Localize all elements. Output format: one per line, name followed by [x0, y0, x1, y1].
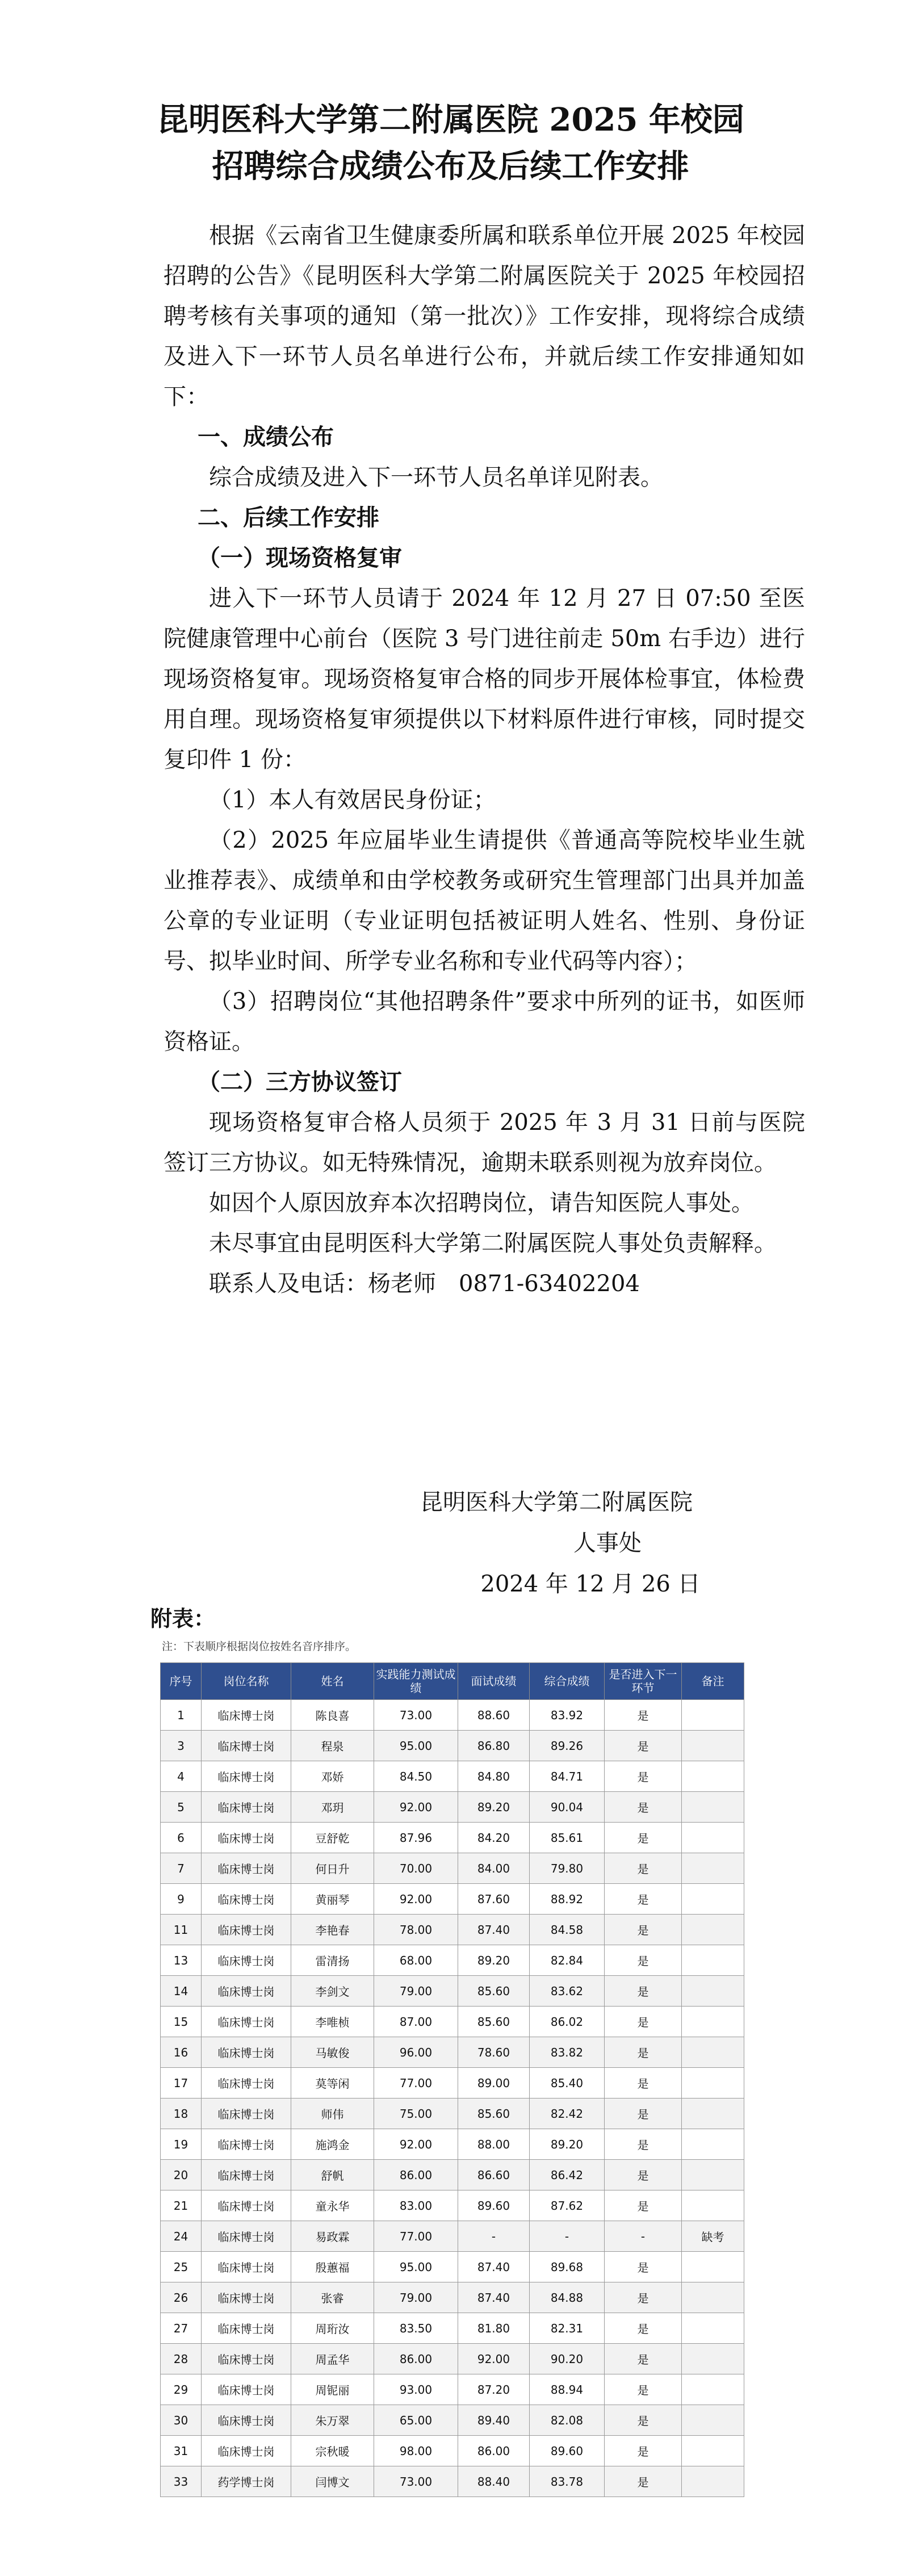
- cell-seq: 31: [161, 2436, 202, 2466]
- cell-practice-score: 65.00: [374, 2405, 458, 2436]
- cell-interview-score: 89.40: [458, 2405, 530, 2436]
- cell-practice-score: 68.00: [374, 1945, 458, 1976]
- cell-post: 临床博士岗: [202, 2436, 291, 2466]
- cell-advance: 是: [605, 1731, 682, 1761]
- cell-advance: 是: [605, 1915, 682, 1945]
- cell-remark: [682, 1823, 744, 1853]
- cell-advance: 是: [605, 1945, 682, 1976]
- cell-remark: [682, 1976, 744, 2007]
- cell-post: 临床博士岗: [202, 1792, 291, 1823]
- cell-seq: 26: [161, 2282, 202, 2313]
- cell-post: 临床博士岗: [202, 1823, 291, 1853]
- table-row: [161, 1731, 744, 1761]
- cell-remark: [682, 2007, 744, 2037]
- cell-remark: [682, 1700, 744, 1731]
- cell-advance: 是: [605, 2405, 682, 2436]
- cell-name: 舒帆: [291, 2160, 374, 2190]
- col-practice-header: 实践能力测试成绩: [374, 1663, 458, 1700]
- cell-post: 药学博士岗: [202, 2466, 291, 2497]
- cell-seq: 24: [161, 2221, 202, 2252]
- cell-practice-score: 75.00: [374, 2099, 458, 2129]
- cell-total-score: 88.92: [530, 1884, 605, 1915]
- cell-total-score: 82.42: [530, 2099, 605, 2129]
- cell-remark: [682, 2436, 744, 2466]
- cell-advance: 是: [605, 2344, 682, 2374]
- cell-advance: 是: [605, 2252, 682, 2282]
- cell-remark: [682, 2190, 744, 2221]
- cell-advance: 是: [605, 2037, 682, 2068]
- cell-name: 周孟华: [291, 2344, 374, 2374]
- table-row: [161, 2190, 744, 2221]
- cell-total-score: 83.92: [530, 1700, 605, 1731]
- cell-post: 临床博士岗: [202, 2344, 291, 2374]
- cell-advance: 是: [605, 2190, 682, 2221]
- cell-total-score: 79.80: [530, 1853, 605, 1884]
- col-remark-header: 备注: [682, 1663, 744, 1700]
- cell-seq: 30: [161, 2405, 202, 2436]
- cell-interview-score: -: [458, 2221, 530, 2252]
- cell-total-score: 85.40: [530, 2068, 605, 2099]
- table-row: [161, 2252, 744, 2282]
- cell-total-score: 87.62: [530, 2190, 605, 2221]
- col-advance-header: 是否进入下一环节: [605, 1663, 682, 1700]
- cell-total-score: 89.20: [530, 2129, 605, 2160]
- cell-total-score: 88.94: [530, 2374, 605, 2405]
- table-row: [161, 1823, 744, 1853]
- cell-total-score: 89.60: [530, 2436, 605, 2466]
- cell-remark: [682, 1884, 744, 1915]
- cell-remark: [682, 2252, 744, 2282]
- cell-advance: 是: [605, 1700, 682, 1731]
- cell-advance: 是: [605, 1792, 682, 1823]
- section-1-heading: 一、成绩公布: [198, 424, 334, 450]
- cell-name: 闫博文: [291, 2466, 374, 2497]
- cell-name: 施鸿金: [291, 2129, 374, 2160]
- table-row: [161, 2099, 744, 2129]
- cell-name: 邓娇: [291, 1761, 374, 1792]
- cell-name: 朱万翠: [291, 2405, 374, 2436]
- cell-total-score: 83.78: [530, 2466, 605, 2497]
- cell-name: 周珩汝: [291, 2313, 374, 2344]
- cell-interview-score: 92.00: [458, 2344, 530, 2374]
- cell-practice-score: 77.00: [374, 2221, 458, 2252]
- cell-remark: [682, 2129, 744, 2160]
- cell-seq: 14: [161, 1976, 202, 2007]
- cell-practice-score: 83.00: [374, 2190, 458, 2221]
- cell-interview-score: 86.80: [458, 1731, 530, 1761]
- cell-seq: 7: [161, 1853, 202, 1884]
- cell-advance: 是: [605, 1976, 682, 2007]
- cell-practice-score: 70.00: [374, 1853, 458, 1884]
- col-name-header: 姓名: [291, 1663, 374, 1700]
- cell-name: 何日升: [291, 1853, 374, 1884]
- table-row: [161, 2037, 744, 2068]
- section-1-text: 综合成绩及进入下一环节人员名单详见附表。: [209, 464, 663, 491]
- cell-name: 李艳春: [291, 1915, 374, 1945]
- cell-advance: 是: [605, 2129, 682, 2160]
- table-row: [161, 1945, 744, 1976]
- cell-practice-score: 92.00: [374, 2129, 458, 2160]
- cell-advance: 是: [605, 2313, 682, 2344]
- cell-name: 雷清扬: [291, 1945, 374, 1976]
- cell-practice-score: 73.00: [374, 1700, 458, 1731]
- cell-seq: 28: [161, 2344, 202, 2374]
- annex-note: 注：下表顺序根据岗位按姓名音序排序。: [162, 1640, 357, 1653]
- explain-paragraph: 未尽事宜由昆明医科大学第二附属医院人事处负责解释。: [209, 1230, 777, 1256]
- cell-practice-score: 79.00: [374, 1976, 458, 2007]
- cell-name: 师伟: [291, 2099, 374, 2129]
- cell-advance: 是: [605, 1853, 682, 1884]
- cell-advance: -: [605, 2221, 682, 2252]
- contact-line: 联系人及电话：杨老师 0871-63402204: [209, 1271, 640, 1297]
- table-row: [161, 2374, 744, 2405]
- cell-total-score: 85.61: [530, 1823, 605, 1853]
- notice-body: [164, 216, 805, 1304]
- cell-name: 李唯桢: [291, 2007, 374, 2037]
- cell-total-score: 86.02: [530, 2007, 605, 2037]
- cell-total-score: 89.26: [530, 1731, 605, 1761]
- cell-post: 临床博士岗: [202, 2252, 291, 2282]
- cell-post: 临床博士岗: [202, 2374, 291, 2405]
- cell-name: 童永华: [291, 2190, 374, 2221]
- cell-seq: 18: [161, 2099, 202, 2129]
- cell-total-score: 84.58: [530, 1915, 605, 1945]
- cell-post: 临床博士岗: [202, 1700, 291, 1731]
- cell-advance: 是: [605, 1823, 682, 1853]
- cell-interview-score: 87.60: [458, 1884, 530, 1915]
- cell-interview-score: 87.40: [458, 2252, 530, 2282]
- cell-post: 临床博士岗: [202, 1976, 291, 2007]
- cell-advance: 是: [605, 2007, 682, 2037]
- cell-post: 临床博士岗: [202, 2037, 291, 2068]
- subsection-2-text: 现场资格复审合格人员须于 2025 年 3 月 31 日前与医院签订三方协议。如无特殊情况，逾期未联系则视为放弃岗位。: [164, 1109, 805, 1176]
- cell-practice-score: 87.00: [374, 2007, 458, 2037]
- cell-post: 临床博士岗: [202, 2221, 291, 2252]
- cell-practice-score: 95.00: [374, 1731, 458, 1761]
- cell-interview-score: 88.60: [458, 1700, 530, 1731]
- cell-post: 临床博士岗: [202, 2099, 291, 2129]
- cell-interview-score: 89.60: [458, 2190, 530, 2221]
- cell-total-score: 86.42: [530, 2160, 605, 2190]
- cell-seq: 4: [161, 1761, 202, 1792]
- cell-advance: 是: [605, 2436, 682, 2466]
- table-row: [161, 2160, 744, 2190]
- cell-remark: [682, 1915, 744, 1945]
- material-item-2: （2）2025 年应届毕业生请提供《普通高等院校毕业生就业推荐表》、成绩单和由学校教务或研究生管理部门出具并加盖公章的专业证明（专业证明包括被证明人姓名、性别、身份证号、拟毕业时间、所学专业名称和专业代码等内容）；: [164, 827, 805, 974]
- cell-remark: [682, 2344, 744, 2374]
- cell-interview-score: 85.60: [458, 1976, 530, 2007]
- cell-interview-score: 86.00: [458, 2436, 530, 2466]
- cell-post: 临床博士岗: [202, 1884, 291, 1915]
- quit-paragraph: 如因个人原因放弃本次招聘岗位，请告知医院人事处。: [209, 1190, 754, 1216]
- table-row: [161, 2466, 744, 2497]
- cell-seq: 27: [161, 2313, 202, 2344]
- col-total-header: 综合成绩: [530, 1663, 605, 1700]
- cell-seq: 1: [161, 1700, 202, 1731]
- cell-name: 黄丽琴: [291, 1884, 374, 1915]
- material-item-1: （1）本人有效居民身份证；: [209, 787, 496, 813]
- cell-practice-score: 78.00: [374, 1915, 458, 1945]
- cell-interview-score: 84.20: [458, 1823, 530, 1853]
- table-row: [161, 2129, 744, 2160]
- signature-block: [397, 1482, 738, 1605]
- signature-date: 2024 年 12 月 26 日: [480, 1571, 701, 1597]
- cell-remark: [682, 1761, 744, 1792]
- cell-remark: [682, 1731, 744, 1761]
- cell-seq: 17: [161, 2068, 202, 2099]
- cell-interview-score: 89.00: [458, 2068, 530, 2099]
- cell-remark: [682, 2099, 744, 2129]
- cell-seq: 6: [161, 1823, 202, 1853]
- cell-practice-score: 98.00: [374, 2436, 458, 2466]
- cell-practice-score: 93.00: [374, 2374, 458, 2405]
- cell-practice-score: 86.00: [374, 2344, 458, 2374]
- cell-seq: 16: [161, 2037, 202, 2068]
- cell-advance: 是: [605, 2099, 682, 2129]
- cell-total-score: 90.04: [530, 1792, 605, 1823]
- cell-seq: 5: [161, 1792, 202, 1823]
- cell-post: 临床博士岗: [202, 1915, 291, 1945]
- table-row: [161, 2282, 744, 2313]
- subsection-2-heading: （二）三方协议签订: [198, 1069, 402, 1095]
- cell-practice-score: 92.00: [374, 1792, 458, 1823]
- table-row: [161, 2007, 744, 2037]
- cell-post: 临床博士岗: [202, 2007, 291, 2037]
- cell-seq: 19: [161, 2129, 202, 2160]
- cell-post: 临床博士岗: [202, 2282, 291, 2313]
- cell-interview-score: 87.40: [458, 2282, 530, 2313]
- cell-interview-score: 86.60: [458, 2160, 530, 2190]
- col-seq-header: 序号: [161, 1663, 202, 1700]
- cell-post: 临床博士岗: [202, 1761, 291, 1792]
- cell-name: 易政霖: [291, 2221, 374, 2252]
- cell-post: 临床博士岗: [202, 2190, 291, 2221]
- cell-remark: [682, 1853, 744, 1884]
- cell-remark: [682, 2282, 744, 2313]
- cell-name: 张睿: [291, 2282, 374, 2313]
- cell-seq: 25: [161, 2252, 202, 2282]
- cell-advance: 是: [605, 2374, 682, 2405]
- cell-total-score: 82.08: [530, 2405, 605, 2436]
- cell-seq: 33: [161, 2466, 202, 2497]
- cell-name: 殷蕙福: [291, 2252, 374, 2282]
- cell-advance: 是: [605, 1761, 682, 1792]
- subsection-1-heading: （一）现场资格复审: [198, 545, 402, 571]
- table-row: [161, 2405, 744, 2436]
- cell-practice-score: 87.96: [374, 1823, 458, 1853]
- cell-interview-score: 89.20: [458, 1792, 530, 1823]
- table-body: [161, 1700, 744, 2497]
- cell-practice-score: 77.00: [374, 2068, 458, 2099]
- cell-interview-score: 78.60: [458, 2037, 530, 2068]
- annex-title: 附表：: [150, 1606, 216, 1631]
- results-table: [160, 1662, 744, 2497]
- cell-remark: [682, 1792, 744, 1823]
- col-interview-header: 面试成绩: [458, 1663, 530, 1700]
- intro-paragraph: 根据《云南省卫生健康委所属和联系单位开展 2025 年校园招聘的公告》《昆明医科大学第二附属医院关于 2025 年校园招聘考核有关事项的通知（第一批次）》工作安排，现将综合成绩及进入下一环节人员名单进行公布，并就后续工作安排通知如下：: [164, 223, 805, 410]
- cell-interview-score: 88.00: [458, 2129, 530, 2160]
- cell-interview-score: 88.40: [458, 2466, 530, 2497]
- cell-post: 临床博士岗: [202, 1853, 291, 1884]
- cell-seq: 13: [161, 1945, 202, 1976]
- cell-seq: 21: [161, 2190, 202, 2221]
- cell-name: 李剑文: [291, 1976, 374, 2007]
- cell-total-score: 84.88: [530, 2282, 605, 2313]
- cell-post: 临床博士岗: [202, 2160, 291, 2190]
- cell-remark: [682, 1945, 744, 1976]
- cell-remark: [682, 2313, 744, 2344]
- cell-post: 临床博士岗: [202, 2405, 291, 2436]
- cell-advance: 是: [605, 1884, 682, 1915]
- cell-name: 莫等闲: [291, 2068, 374, 2099]
- cell-interview-score: 85.60: [458, 2007, 530, 2037]
- notice-title: [114, 97, 787, 190]
- cell-seq: 9: [161, 1884, 202, 1915]
- cell-advance: 是: [605, 2068, 682, 2099]
- table-row: [161, 1976, 744, 2007]
- title-line-1: 昆明医科大学第二附属医院 2025 年校园: [157, 101, 744, 139]
- cell-interview-score: 85.60: [458, 2099, 530, 2129]
- cell-total-score: 82.31: [530, 2313, 605, 2344]
- cell-name: 邓玥: [291, 1792, 374, 1823]
- table-row: [161, 2068, 744, 2099]
- cell-remark: [682, 2160, 744, 2190]
- cell-name: 陈良喜: [291, 1700, 374, 1731]
- cell-name: 豆舒乾: [291, 1823, 374, 1853]
- cell-remark: [682, 2374, 744, 2405]
- cell-post: 临床博士岗: [202, 2068, 291, 2099]
- cell-post: 临床博士岗: [202, 1945, 291, 1976]
- cell-post: 临床博士岗: [202, 1731, 291, 1761]
- table-row: [161, 2344, 744, 2374]
- cell-seq: 20: [161, 2160, 202, 2190]
- cell-total-score: 84.71: [530, 1761, 605, 1792]
- cell-practice-score: 84.50: [374, 1761, 458, 1792]
- cell-total-score: 90.20: [530, 2344, 605, 2374]
- table-row: [161, 1700, 744, 1731]
- cell-practice-score: 96.00: [374, 2037, 458, 2068]
- cell-seq: 29: [161, 2374, 202, 2405]
- material-item-3: （3）招聘岗位“其他招聘条件”要求中所列的证书，如医师资格证。: [164, 988, 805, 1055]
- cell-total-score: 83.82: [530, 2037, 605, 2068]
- cell-advance: 是: [605, 2160, 682, 2190]
- title-line-2: 招聘综合成绩公布及后续工作安排: [212, 148, 689, 185]
- cell-practice-score: 73.00: [374, 2466, 458, 2497]
- cell-name: 程泉: [291, 1731, 374, 1761]
- cell-interview-score: 81.80: [458, 2313, 530, 2344]
- cell-remark: 缺考: [682, 2221, 744, 2252]
- cell-interview-score: 89.20: [458, 1945, 530, 1976]
- section-2-heading: 二、后续工作安排: [198, 505, 379, 531]
- cell-total-score: 83.62: [530, 1976, 605, 2007]
- table-row: [161, 1915, 744, 1945]
- cell-practice-score: 92.00: [374, 1884, 458, 1915]
- cell-practice-score: 79.00: [374, 2282, 458, 2313]
- cell-seq: 11: [161, 1915, 202, 1945]
- cell-interview-score: 87.40: [458, 1915, 530, 1945]
- cell-remark: [682, 2466, 744, 2497]
- cell-name: 宗秋暖: [291, 2436, 374, 2466]
- cell-seq: 15: [161, 2007, 202, 2037]
- cell-interview-score: 84.00: [458, 1853, 530, 1884]
- table-header-row: [161, 1663, 744, 1700]
- cell-practice-score: 95.00: [374, 2252, 458, 2282]
- table-row: [161, 1792, 744, 1823]
- cell-remark: [682, 2037, 744, 2068]
- table-row: [161, 1853, 744, 1884]
- cell-total-score: 89.68: [530, 2252, 605, 2282]
- cell-post: 临床博士岗: [202, 2129, 291, 2160]
- table-row: [161, 1884, 744, 1915]
- cell-advance: 是: [605, 2466, 682, 2497]
- cell-seq: 3: [161, 1731, 202, 1761]
- cell-practice-score: 83.50: [374, 2313, 458, 2344]
- col-post-header: 岗位名称: [202, 1663, 291, 1700]
- signature-dept: 人事处: [573, 1530, 642, 1556]
- subsection-1-text: 进入下一环节人员请于 2024 年 12 月 27 日 07:50 至医院健康管理中心前台（医院 3 号门进往前走 50m 右手边）进行现场资格复审。现场资格复审合格的同步开展体检事宜，体检费用自理。现场资格复审须提供以下材料原件进行审核，同时提交复印件 1 份：: [164, 585, 805, 773]
- cell-remark: [682, 2068, 744, 2099]
- cell-interview-score: 84.80: [458, 1761, 530, 1792]
- cell-name: 马敏俊: [291, 2037, 374, 2068]
- table-row: [161, 2436, 744, 2466]
- cell-interview-score: 87.20: [458, 2374, 530, 2405]
- table-row: [161, 1761, 744, 1792]
- table-row: [161, 2221, 744, 2252]
- cell-remark: [682, 2405, 744, 2436]
- cell-total-score: 82.84: [530, 1945, 605, 1976]
- cell-name: 周铌丽: [291, 2374, 374, 2405]
- cell-practice-score: 86.00: [374, 2160, 458, 2190]
- table-row: [161, 2313, 744, 2344]
- cell-total-score: -: [530, 2221, 605, 2252]
- signature-unit: 昆明医科大学第二附属医院: [420, 1489, 693, 1515]
- cell-advance: 是: [605, 2282, 682, 2313]
- cell-post: 临床博士岗: [202, 2313, 291, 2344]
